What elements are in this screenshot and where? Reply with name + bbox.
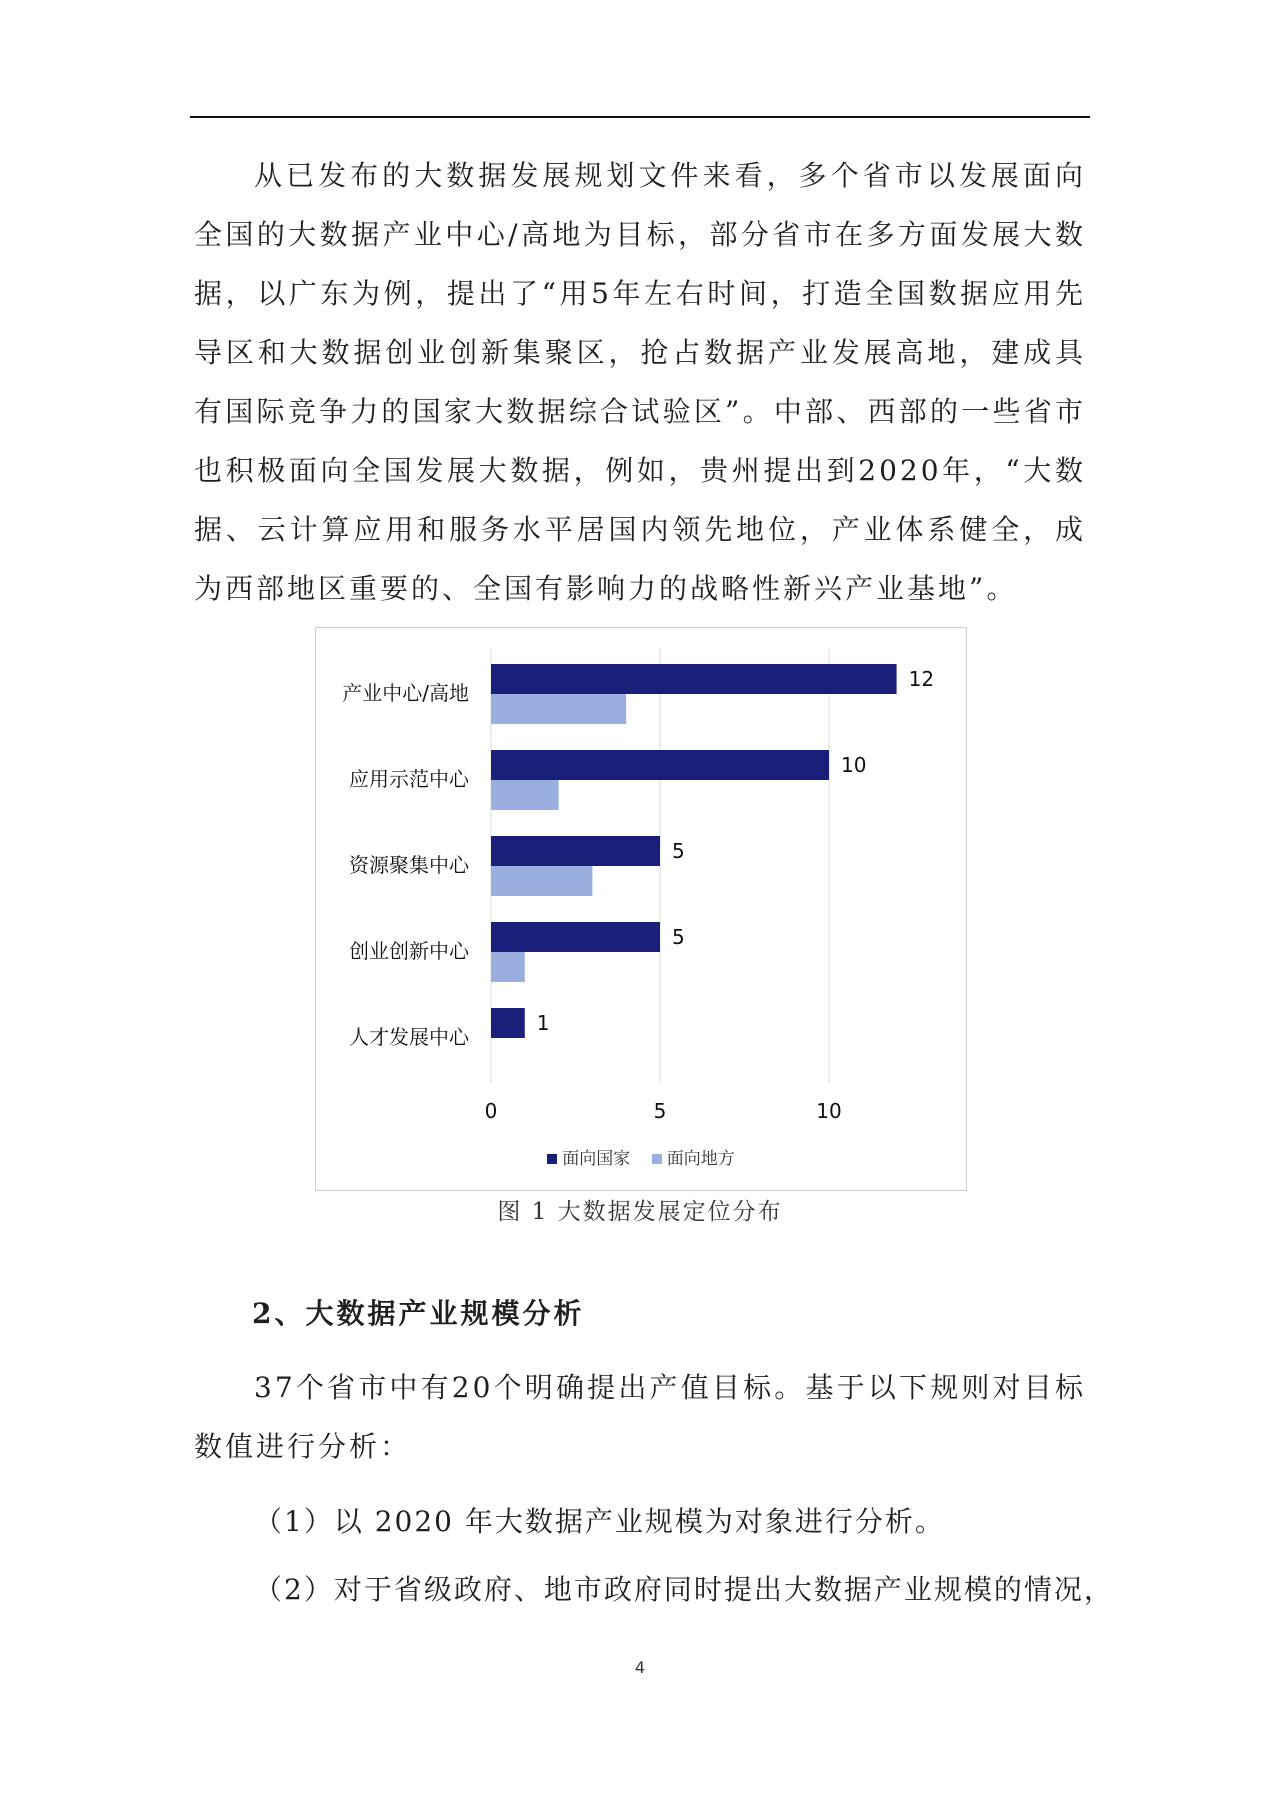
bar-local [491, 780, 559, 810]
category-label: 创业创新中心 [349, 939, 469, 963]
category-label: 人才发展中心 [349, 1025, 469, 1049]
bar-national [491, 1008, 525, 1038]
legend-item-national [547, 1144, 630, 1169]
chart-canvas [316, 628, 966, 1138]
bar-national [491, 664, 897, 694]
x-tick-label: 5 [653, 1099, 667, 1123]
positioning-bar-chart [315, 627, 967, 1191]
section-heading: 2、大数据产业规模分析 [252, 1297, 585, 1330]
legend-label-local: 面向地方 [666, 1149, 735, 1169]
bar-national [491, 836, 660, 866]
bar-local [491, 866, 592, 896]
bar-national [491, 750, 829, 780]
intro-paragraph: 从已发布的大数据发展规划文件来看，多个省市以发展面向全国的大数据产业中心/高地为目标，部分省市在多方面发展大数据，以广东为例，提出了“用5年左右时间，打造全国数据应用先导区和大数据创业创新集聚区，抢占数据产业发展高地，建成具有国际竞争力的国家大数据综合试验区”。中部、西部的一些省市也积极面向全国发展大数据，例如，贵州提出到2020年，“大数据、云计算应用和服务水平居国内领先地位，产业体系健全，成为西部地区重要的、全国有影响力的战略性新兴产业基地”。 [194, 159, 1086, 605]
legend-label-national: 面向国家 [562, 1149, 631, 1169]
data-label: 12 [908, 667, 935, 691]
data-label: 10 [841, 753, 867, 777]
bar-national [491, 922, 660, 952]
legend-item-local [652, 1144, 735, 1169]
bar-local [491, 694, 626, 724]
x-tick-label: 0 [484, 1099, 498, 1123]
figure-caption: 图 1 大数据发展定位分布 [497, 1199, 783, 1225]
bar-local [491, 952, 525, 982]
category-label: 产业中心/高地 [342, 681, 469, 705]
chart-legend [316, 1144, 966, 1169]
category-label: 应用示范中心 [349, 767, 469, 791]
legend-swatch-national [547, 1154, 557, 1164]
data-label: 5 [672, 839, 685, 863]
header-rule [190, 116, 1090, 118]
data-label: 5 [672, 925, 685, 949]
rule-item-1: （1）以 2020 年大数据产业规模为对象进行分析。 [254, 1505, 945, 1538]
category-label: 资源聚集中心 [349, 853, 469, 877]
rule-item-2: （2）对于省级政府、地市政府同时提出大数据产业规模的情况， [254, 1573, 1114, 1606]
analysis-paragraph: 37个省市中有20个明确提出产值目标。基于以下规则对目标数值进行分析： [194, 1371, 1086, 1463]
data-label: 1 [536, 1011, 550, 1035]
legend-swatch-local [652, 1154, 662, 1164]
x-tick-label: 10 [816, 1099, 842, 1123]
page-number: 4 [634, 1658, 646, 1677]
